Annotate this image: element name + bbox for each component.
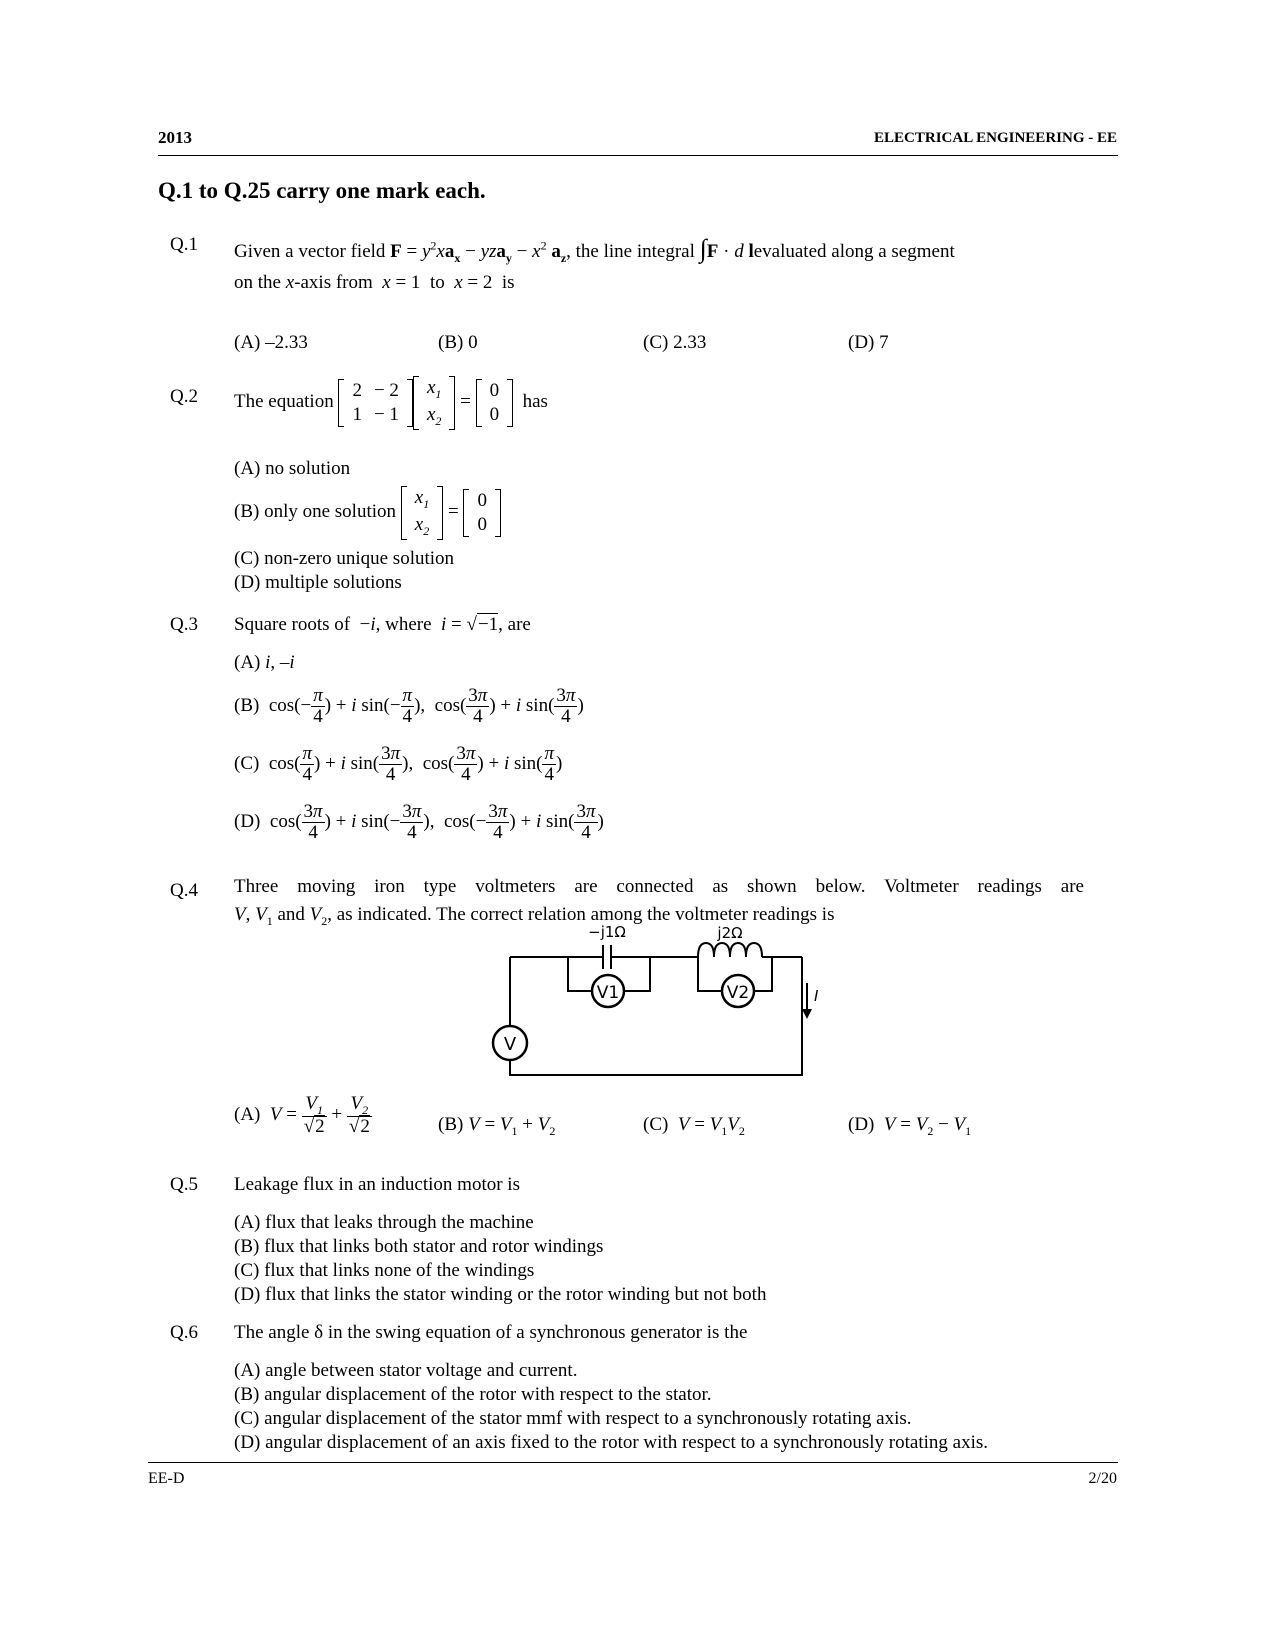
q6-text: The angle δ in the swing equation of a synchronous generator is the (234, 1322, 748, 1343)
voltmeter-v1-label: V1 (596, 983, 620, 1003)
voltmeter-v2-label: V2 (726, 983, 750, 1003)
q1-option-d: (D) 7 (848, 332, 889, 353)
v2-branch-right (754, 957, 772, 991)
q1-text-a: Given a vector field (234, 241, 386, 262)
v1-branch-left (568, 957, 592, 991)
q2-option-b: (B) only one solution (234, 501, 397, 523)
q4-text-line1: Three moving iron type voltmeters are connected as shown below. Voltmeter readings are (234, 876, 1084, 897)
q5-option-a: (A) flux that leaks through the machine (234, 1212, 534, 1233)
q3-option-c-label: (C) (234, 752, 260, 774)
q4-option-b-label: (B) (438, 1114, 464, 1135)
q5-option-c: (C) flux that links none of the windings (234, 1260, 535, 1281)
q4-option-b: (B) $V = V_1 + V_2$ (438, 1114, 556, 1138)
q6-option-d: (D) angular displacement of an axis fixed to the rotor with respect to a synchronously rotating axis. (234, 1432, 988, 1453)
q3-option-a-label: (A) (234, 652, 261, 673)
q1-line2-d: is (501, 272, 515, 293)
q5-text: Leakage flux in an induction motor is (234, 1174, 520, 1195)
q6-option-a: (A) angle between stator voltage and current. (234, 1360, 578, 1381)
inductor-label: j2Ω (717, 924, 743, 942)
q2-equation: The equation 2 − 2 1 − 1 $x_1$ $x_2$ = 0 0 has (234, 377, 548, 428)
q2-matrix-a: 2 − 2 1 − 1 (338, 379, 412, 427)
q2-number: Q.2 (170, 386, 198, 407)
q2-option-a: (A) no solution (234, 458, 351, 479)
footer-code: EE-D (148, 1470, 185, 1487)
q1-option-c: (C) 2.33 (643, 332, 707, 353)
circuit-bottom-wire (510, 957, 802, 1075)
q3-option-b-label: (B) (234, 694, 260, 716)
q3-option-a: (A) i, –i (234, 652, 295, 673)
current-arrow-head (802, 1009, 812, 1019)
q1-line2-c: to (429, 272, 445, 293)
q1-option-b: (B) 0 (438, 332, 478, 353)
q2-vector-zero: 0 0 (476, 379, 514, 427)
q4-option-a-label: (A) (234, 1104, 261, 1126)
section-title: Q.1 to Q.25 carry one mark each. (158, 178, 486, 203)
q4-number: Q.4 (170, 880, 198, 901)
q1-line2-a: on the (234, 272, 281, 293)
q2-option-d: (D) multiple solutions (234, 572, 402, 593)
q6-option-b: (B) angular displacement of the rotor with respect to the stator. (234, 1384, 712, 1405)
current-label: I (814, 987, 819, 1005)
header-rule (158, 155, 1118, 156)
q3-text-c: , are (498, 614, 531, 635)
q3-number: Q.3 (170, 614, 198, 635)
q6-number: Q.6 (170, 1322, 198, 1343)
q1-integral: ∫F · d l (699, 234, 754, 263)
q1-number: Q.1 (170, 234, 198, 255)
q4-circuit-diagram (480, 923, 820, 1095)
q2-text-b: has (522, 391, 548, 413)
q1-text-c: evaluated along a segment (753, 241, 955, 262)
q3-text-a: Square roots of (234, 614, 351, 635)
q3-option-b: (B) cos(− $\frac{\pi}{4}$ ) + i sin(− $\frac{\pi}{4}$ ), cos( $\frac{3\pi}{4}$ ) + i sin( $\frac{3\pi}{4}$ ) (234, 685, 584, 727)
q3-option-c: (C) cos( $\frac{\pi}{4}$ ) + i sin( $\frac{3\pi}{4}$ ), cos( $\frac{3\pi}{4}$ ) + i sin( $\frac{\pi}{4}$ ) (234, 743, 563, 785)
header-year: 2013 (158, 128, 192, 147)
q1-option-a: (A) –2.33 (234, 332, 308, 353)
q5-number: Q.5 (170, 1174, 198, 1195)
q1-line2-b: -axis from (294, 272, 373, 293)
q1-text-b: , the line integral (566, 241, 695, 262)
footer-rule (148, 1462, 1118, 1463)
q5-option-b: (B) flux that links both stator and rotor windings (234, 1236, 604, 1257)
q3-text: Square roots of −i, where i = √−1, are (234, 614, 531, 635)
q4-option-d-label: (D) (848, 1114, 875, 1135)
q2-option-b-vector-x: $x_1$ $x_2$ (401, 486, 443, 540)
q3-option-d: (D) cos( $\frac{3\pi}{4}$ ) + i sin(− $\frac{3\pi}{4}$ ), cos(− $\frac{3\pi}{4}$ ) + i sin( $\frac{3\pi}{4}$ ) (234, 801, 604, 843)
q4-and: and (277, 904, 305, 925)
q4-text-line2: V, $V_1$ and $V_2$, as indicated. The correct relation among the voltmeter readings is (234, 904, 835, 928)
footer-page: 2/20 (1088, 1470, 1117, 1487)
q3-text-b: , where (375, 614, 432, 635)
q4-option-d: (D) $V = V_2 - V_1$ (848, 1114, 972, 1138)
q4-option-c-label: (C) (643, 1114, 669, 1135)
q2-option-c: (C) non-zero unique solution (234, 548, 455, 569)
inductor-coil (698, 943, 762, 957)
capacitor-label: −j1Ω (588, 923, 626, 941)
q2-text-a: The equation (234, 391, 334, 413)
q4-option-c: (C) $V = V_1V_2$ (643, 1114, 745, 1138)
q1-vector-field: $F = y^2xa_x - yza_y - x^2$ $a_z$ (390, 238, 567, 265)
q1-text-line2: on the x-axis from x = 1 to x = 2 is (234, 272, 515, 293)
q4-text-line2-rest: , as indicated. The correct relation among the voltmeter readings is (327, 904, 835, 925)
q2-option-b-row: (B) only one solution $x_1$ $x_2$ = 0 0 (234, 486, 501, 540)
q6-option-c: (C) angular displacement of the stator mmf with respect to a synchronously rotating axis. (234, 1408, 912, 1429)
q2-option-b-vector-zero: 0 0 (463, 489, 501, 537)
v1-branch-right (624, 957, 650, 991)
q1-text-line1 (234, 234, 955, 266)
voltmeter-v-label: V (503, 1034, 517, 1055)
q2-vector-x: $x_1$ $x_2$ (413, 376, 455, 430)
q4-option-a: (A) V = $\frac{V_1}{√2}$ + $\frac{V_2}{√2}$ (234, 1093, 370, 1138)
q3-option-d-label: (D) (234, 810, 261, 832)
header-subject: ELECTRICAL ENGINEERING - EE (874, 130, 1117, 146)
v2-branch-left (698, 957, 722, 991)
q5-option-d: (D) flux that links the stator winding or the rotor winding but not both (234, 1284, 767, 1305)
